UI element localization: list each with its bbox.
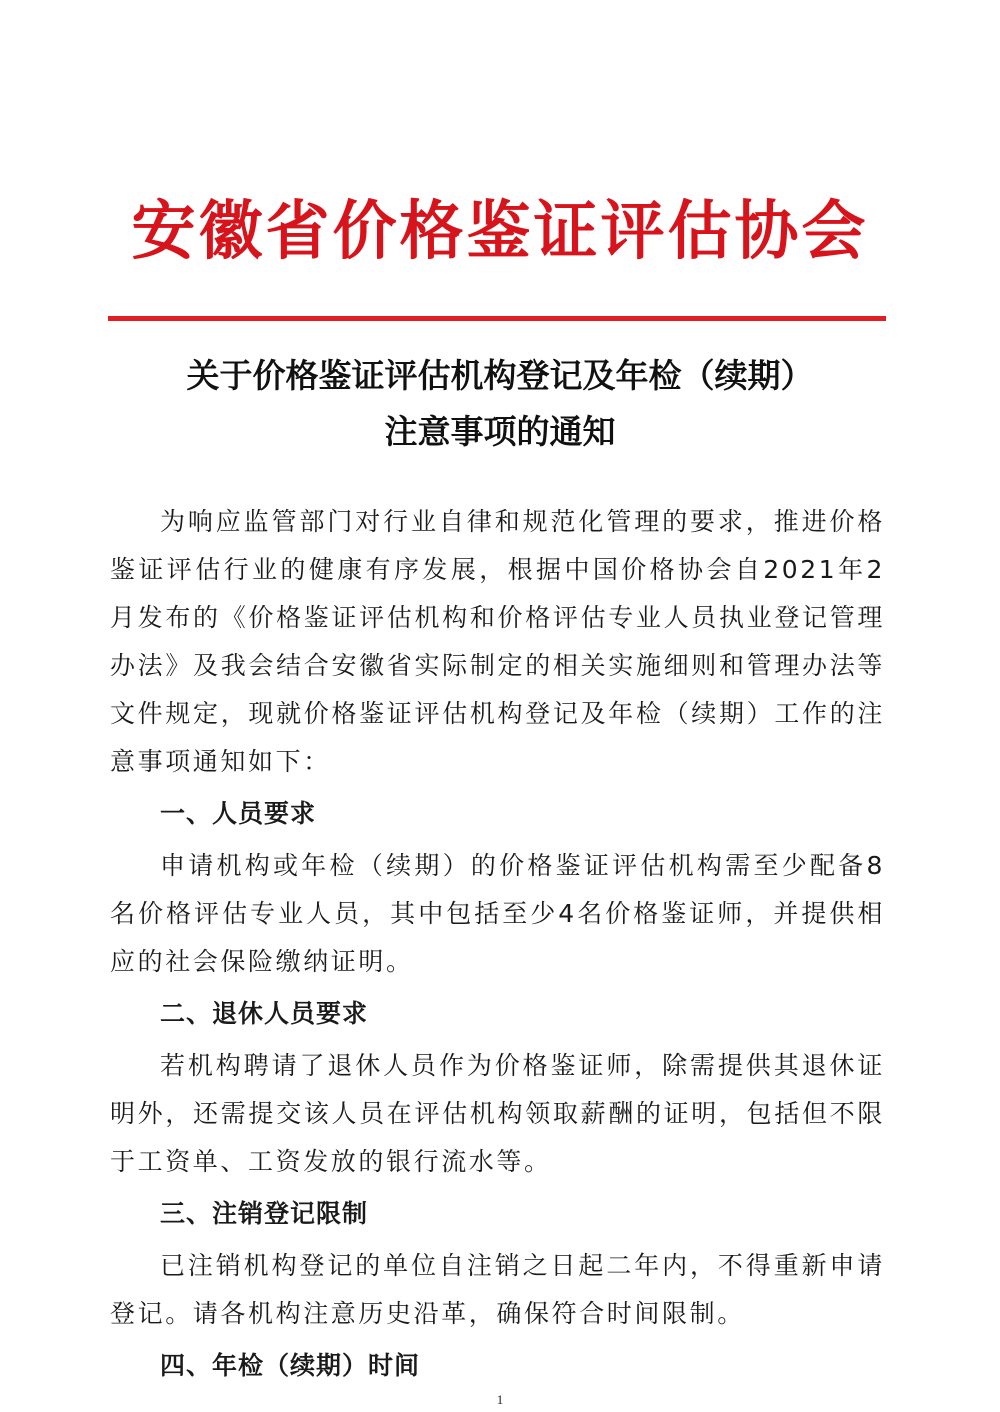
red-divider-line [108,316,886,321]
notice-title-line-2: 注意事项的通知 [384,412,616,451]
section-text-personnel: 申请机构或年检（续期）的价格鉴证评估机构需至少配备8名价格评估专业人员，其中包括至少4名价格鉴证师，并提供相应的社会保险缴纳证明。 [110,851,885,976]
notice-title-line-1: 关于价格鉴证评估机构登记及年检（续期） [186,356,814,395]
section-heading-personnel: 一、人员要求 [160,799,317,828]
section-heading-retirees: 二、退休人员要求 [160,999,369,1028]
section-text-retirees: 若机构聘请了退休人员作为价格鉴证师，除需提供其退休证明外，还需提交该人员在评估机构领取薪酬的证明，包括但不限于工资单、工资发放的银行流水等。 [110,1051,885,1176]
intro-paragraph: 为响应监管部门对行业自律和规范化管理的要求，推进价格鉴证评估行业的健康有序发展，根据中国价格协会自2021年2月发布的《价格鉴证评估机构和价格评估专业人员执业登记管理办法》及我会结合安徽省实际制定的相关实施细则和管理办法等文件规定，现就价格鉴证评估机构登记及年检（续期）工作的注意事项通知如下： [110,507,885,776]
notice-title [80,348,920,460]
section-heading-deregistration: 三、注销登记限制 [160,1199,369,1228]
organization-title: 安徽省价格鉴证评估协会 [131,194,869,269]
notice-body [110,498,885,1394]
section-text-deregistration: 已注销机构登记的单位自注销之日起二年内，不得重新申请登记。请各机构注意历史沿革，确保符合时间限制。 [110,1251,885,1328]
section-heading-annual-inspection: 四、年检（续期）时间 [160,1351,421,1380]
page-number: 1 [496,1392,504,1407]
